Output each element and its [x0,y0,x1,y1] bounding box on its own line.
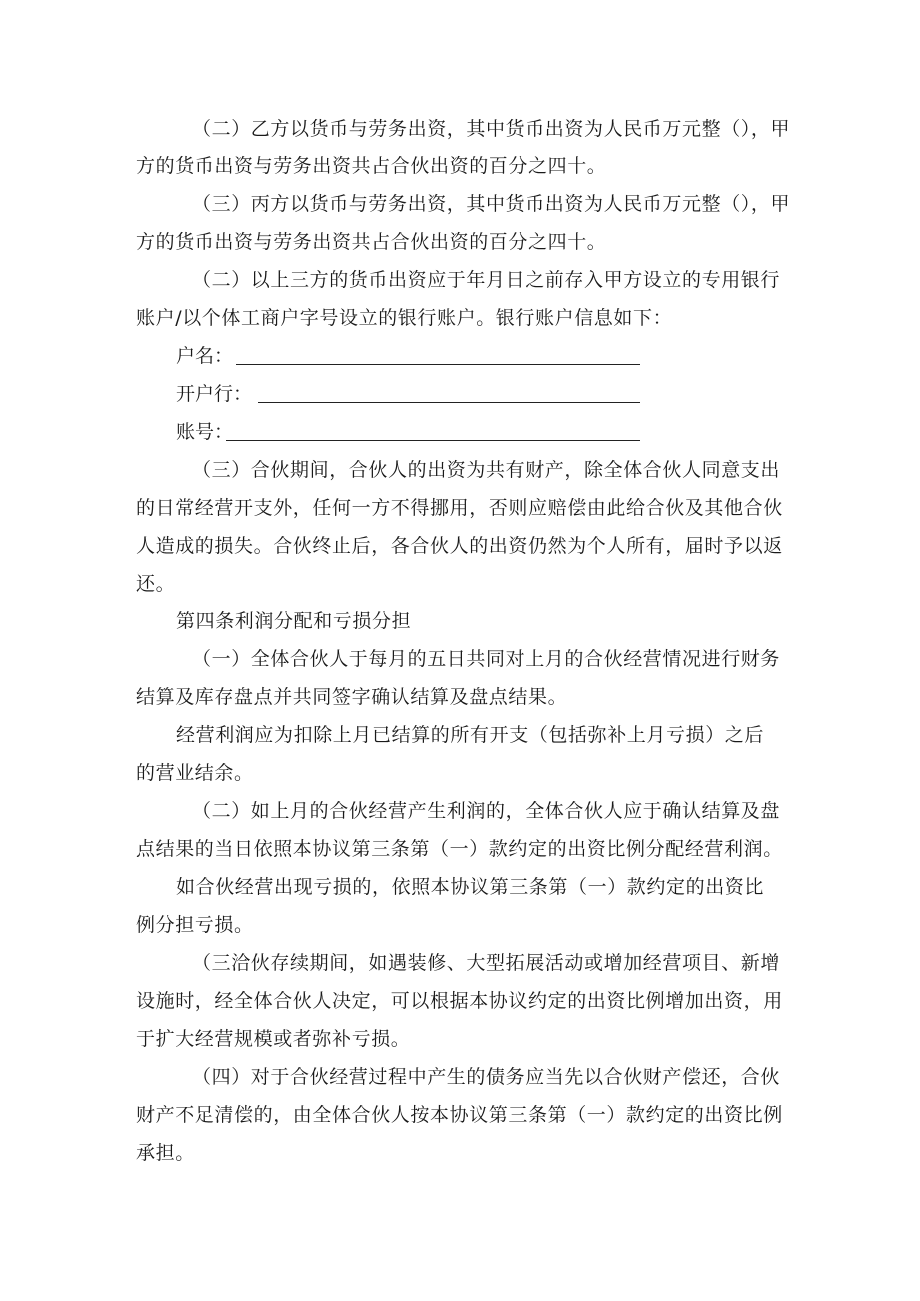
paragraph-line: 方的货币出资与劳务出资共占合伙出资的百分之四十。 [136,231,607,253]
paragraph-line: 账户/以个体工商户字号设立的银行账户。银行账户信息如下： [136,307,673,329]
account-number-blank [226,440,640,441]
paragraph-line: 经营利润应为扣除上月已结算的所有开支（包括弥补上月亏损）之后 [176,724,765,746]
paragraph-line: （三）丙方以货币与劳务出资，其中货币出资为人民币万元整（），甲 [192,193,791,215]
paragraph-line: 如合伙经营出现亏损的，依照本协议第三条第（一）款约定的出资比 [176,876,765,898]
account-name-label: 户名： [176,345,234,367]
paragraph-line: 方的货币出资与劳务出资共占合伙出资的百分之四十。 [136,155,607,177]
paragraph-line: 财产不足清偿的，由全体合伙人按本协议第三条第（一）款约定的出资比例 [136,1104,783,1126]
paragraph-line: 例分担亏损。 [136,914,254,936]
paragraph-line: （三）合伙期间，合伙人的出资为共有财产，除全体合伙人同意支出 [192,459,781,481]
paragraph-line: （一）全体合伙人于每月的五日共同对上月的合伙经营情况进行财务 [192,648,781,670]
paragraph-line: 还。 [136,573,176,595]
paragraph-line: 设施时，经全体合伙人决定，可以根据本协议约定的出资比例增加出资，用 [136,990,783,1012]
bank-blank [258,402,640,403]
paragraph-line: （三洽伙存续期间，如遇装修、大型拓展活动或增加经营项目、新增 [192,952,781,974]
paragraph-line: （二）以上三方的货币出资应于年月日之前存入甲方设立的专用银行 [192,269,781,291]
paragraph-line: 于扩大经营规模或者弥补亏损。 [136,1028,411,1050]
account-number-label: 账号： [176,421,234,443]
section-heading: 第四条利润分配和亏损分担 [176,610,412,632]
bank-label: 开户行： [176,383,253,405]
paragraph-line: 的营业结余。 [136,762,254,784]
paragraph-line: 的日常经营开支外，任何一方不得挪用，否则应赔偿由此给合伙及其他合伙 [136,497,783,519]
paragraph-line: 点结果的当日依照本协议第三条第（一）款约定的出资比例分配经营利润。 [136,838,783,860]
paragraph-line: 承担。 [136,1142,195,1164]
paragraph-line: 结算及库存盘点并共同签字确认结算及盘点结果。 [136,686,568,708]
paragraph-line: 人造成的损失。合伙终止后，各合伙人的出资仍然为个人所有，届时予以返 [136,535,783,557]
paragraph-line: （二）如上月的合伙经营产生利润的，全体合伙人应于确认结算及盘 [192,800,781,822]
account-name-blank [236,364,640,365]
paragraph-line: （四）对于合伙经营过程中产生的债务应当先以合伙财产偿还，合伙 [192,1066,781,1088]
paragraph-line: （二）乙方以货币与劳务出资，其中货币出资为人民币万元整（），甲 [192,118,791,140]
